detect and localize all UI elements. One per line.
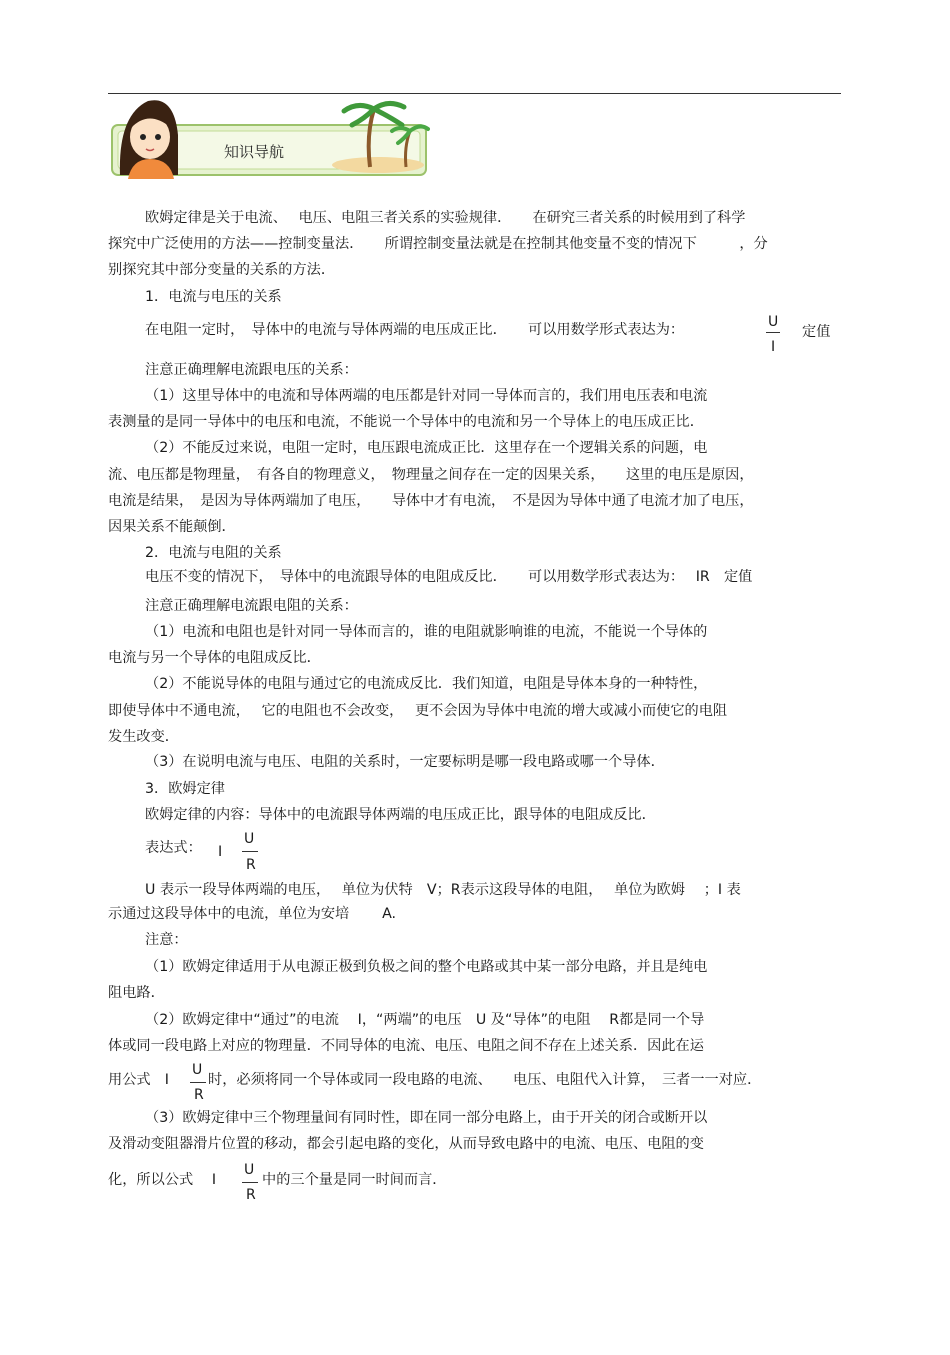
s2-p2-line-3: 发生改变． — [108, 729, 179, 745]
expression-denominator: R — [246, 857, 256, 873]
expression-label: 表达式： — [145, 840, 202, 856]
intro-line-3: 别探究其中部分变量的关系的方法． — [108, 262, 336, 278]
top-rule — [108, 93, 841, 94]
s3-n2-formula-post: 时，必须将同一个导体或同一段电路的电流、 电压、电阻代入计算， 三者一一对应． — [208, 1072, 762, 1088]
section-1-heading: 1．电流与电压的关系 — [145, 289, 282, 305]
s3-n3-formula-pre: 化，所以公式 I — [108, 1172, 217, 1188]
section-2-note: 注意正确理解电流跟电阻的关系： — [145, 598, 358, 614]
s2-p1-line-2: 电流与另一个导体的电阻成反比． — [108, 650, 321, 666]
banner-title: 知识导航 — [224, 143, 285, 161]
expression-fraction-bar — [242, 851, 258, 852]
section-1-note: 注意正确理解电流跟电压的关系： — [145, 362, 358, 378]
intro-line-1: 欧姆定律是关于电流、 电压、电阻三者关系的实验规律． 在研究三者关系的时候用到了科学 — [145, 210, 746, 226]
s2-p2-line-2: 即使导体中不通电流， 它的电阻也不会改变， 更不会因为导体中电流的增大或减小而使它的电阻 — [108, 703, 728, 719]
s3-n1-line-1: （1）欧姆定律适用于从电源正极到负极之间的整个电路或其中某一部分电路，并且是纯电 — [145, 959, 708, 975]
s2-p3: （3）在说明电流与电压、电阻的关系时，一定要标明是哪一段电路或哪一个导体． — [145, 754, 665, 770]
s3-n3-fraction-bar — [242, 1182, 258, 1183]
units-line-2: 示通过这段导体中的电流，单位为安培 A. — [108, 906, 397, 922]
s1-p2-line-3: 电流是结果， 是因为导体两端加了电压， 导体中才有电流， 不是因为导体中通了电流才加了电压， — [108, 493, 754, 509]
s3-n3-numerator: U — [244, 1162, 255, 1178]
expression-numerator: U — [244, 831, 255, 847]
s1-p2-line-1: （2）不能反过来说，电阻一定时，电压跟电流成正比．这里存在一个逻辑关系的问题，电 — [145, 440, 708, 456]
section-2-statement: 电压不变的情况下， 导体中的电流跟导体的电阻成反比． 可以用数学形式表达为： IR 定值 — [145, 569, 753, 585]
intro-line-2: 探究中广泛使用的方法——控制变量法． 所谓控制变量法就是在控制其他变量不变的情况下 ，分 — [108, 236, 768, 252]
s3-n2-formula-pre: 用公式 I — [108, 1072, 169, 1088]
s3-n2-line-1: （2）欧姆定律中“通过”的电流 I，“两端”的电压 U 及“导体”的电阻 R都是同一个导 — [145, 1012, 705, 1028]
s1-p1-line-1: （1）这里导体中的电流和导体两端的电压都是针对同一导体而言的，我们用电压表和电流 — [145, 388, 708, 404]
s1-p2-line-2: 流、电压都是物理量， 有各自的物理意义， 物理量之间存在一定的因果关系， 这里的电压是原因， — [108, 467, 754, 483]
s1-fraction-numerator: U — [768, 314, 779, 330]
s3-n3-denominator: R — [246, 1187, 256, 1203]
expression-lhs: I — [218, 844, 223, 860]
banner-illustration — [108, 95, 430, 179]
section-3-heading: 3．欧姆定律 — [145, 781, 225, 797]
s3-n2-denominator: R — [194, 1087, 204, 1103]
s1-fraction-denominator: I — [771, 339, 776, 355]
s1-fraction-tail: 定值 — [802, 324, 831, 340]
s2-p2-line-1: （2）不能说导体的电阻与通过它的电流成反比．我们知道，电阻是导体本身的一种特性， — [145, 676, 708, 692]
s1-p1-line-2: 表测量的是同一导体中的电压和电流，不能说一个导体中的电流和另一个导体上的电压成正比． — [108, 414, 704, 430]
s3-n3-formula-post: 中的三个量是同一时间而言． — [262, 1172, 447, 1188]
section-2-heading: 2．电流与电阻的关系 — [145, 545, 282, 561]
s3-n3-line-2: 及滑动变阻器滑片位置的移动，都会引起电路的变化，从而导致电路中的电流、电压、电阻的变 — [108, 1136, 704, 1152]
s3-n2-numerator: U — [192, 1062, 203, 1078]
units-line-1: U 表示一段导体两端的电压， 单位为伏特 V；R表示这段导体的电阻， 单位为欧姆 ；I 表 — [145, 882, 741, 898]
s1-fraction-bar — [766, 332, 780, 333]
s3-n2-fraction-bar — [190, 1082, 206, 1083]
s3-n1-line-2: 阻电路． — [108, 985, 165, 1001]
s3-n2-line-2: 体或同一段电路上对应的物理量．不同导体的电流、电压、电阻之间不存在上述关系．因此在运 — [108, 1038, 704, 1054]
section-1-statement: 在电阻一定时， 导体中的电流与导体两端的电压成正比． 可以用数学形式表达为： — [145, 322, 685, 338]
section-3-content: 欧姆定律的内容：导体中的电流跟导体两端的电压成正比，跟导体的电阻成反比． — [145, 807, 656, 823]
s2-p1-line-1: （1）电流和电阻也是针对同一导体而言的，谁的电阻就影响谁的电流，不能说一个导体的 — [145, 624, 708, 640]
section-3-note: 注意： — [145, 932, 188, 948]
s1-p2-line-4: 因果关系不能颠倒． — [108, 519, 236, 535]
s3-n3-line-1: （3）欧姆定律中三个物理量间有同时性，即在同一部分电路上，由于开关的闭合或断开以 — [145, 1110, 708, 1126]
